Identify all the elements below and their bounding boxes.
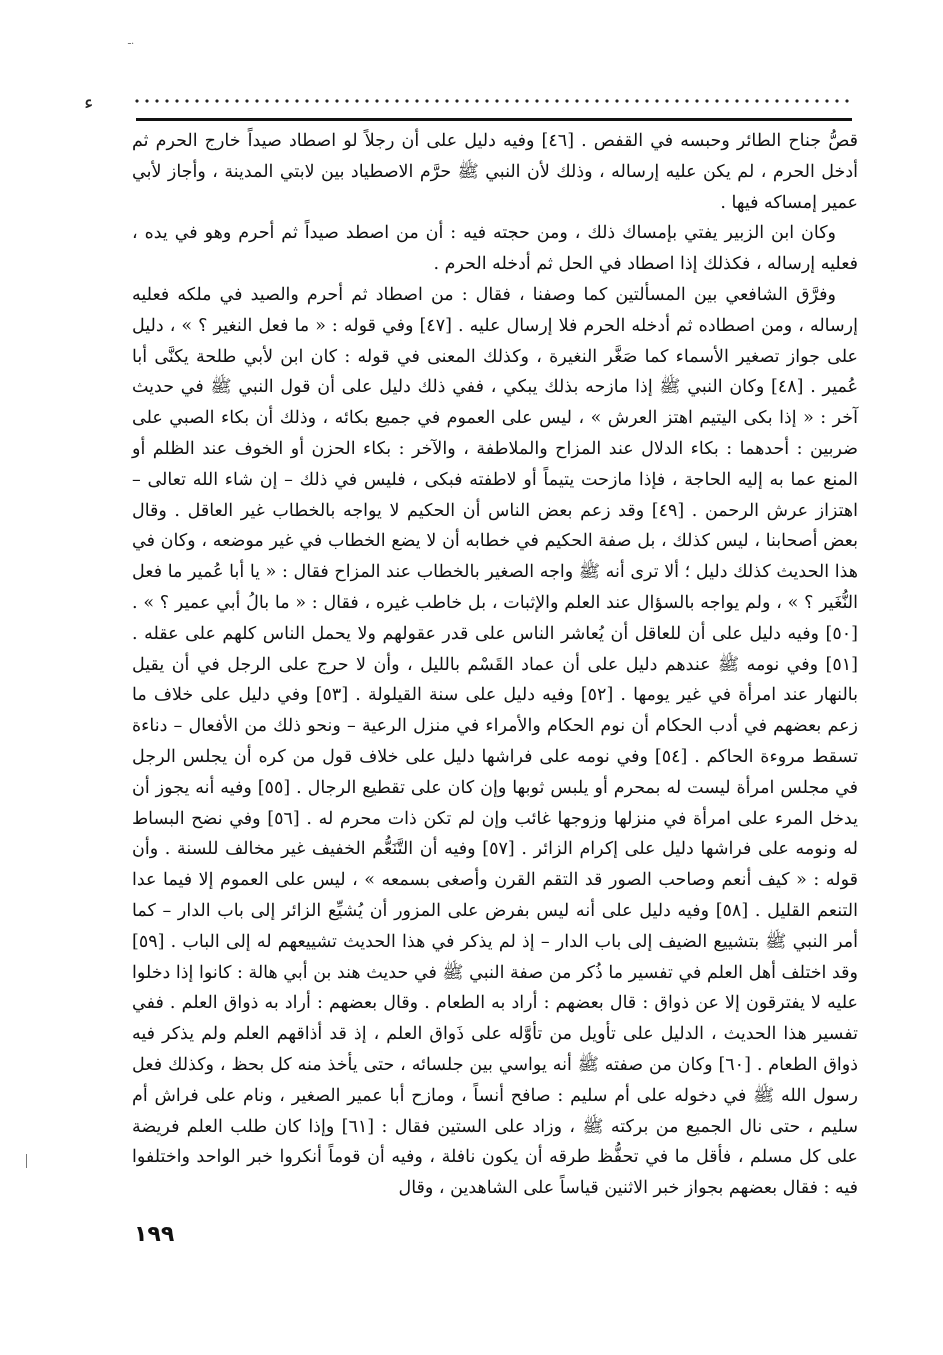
- corner-mark: ـ.: [128, 36, 135, 47]
- margin-tick: [26, 1154, 27, 1168]
- paragraph-3: وفرَّق الشافعي بين المسألتين كما وصفنا ، فقال : من اصطاد ثم أحرم والصيد في ملكه فعليه إرساله ، ومن اصطاده ثم أدخله الحرم فلا إرسال عليه . [٤٧] وفي قوله : « ما فعل النغير ؟ » ، دليل على جواز تصغير الأسماء كما صَغَّر النغيرة ، وكذلك المعنى في قوله : كان ابن لأبي طلحة يكنَّى أبا عُمير . [٤٨] وكان النبي ﷺ إذا مازحه بذلك يبكي ، ففي ذلك دليل على أن قول النبي ﷺ في حديث آخر : « إذا بكى اليتيم اهتز العرش » ، ليس على العموم في جميع بكائه ، وذلك أن بكاء الصبي على ضربين : أحدهما : بكاء الدلال عند المزاح والملاطفة ، والآخر : بكاء الحزن أو الخوف عند الظلم أو المنع عما به إليه الحاجة ، فإذا مازحت يتيماً أو لاطفته فبكى ، فليس في ذلك – إن شاء الله تعالى – اهتزاز عرش الرحمن . [٤٩] وقد زعم بعض الناس أن الحكيم لا يواجه بالخطاب غير العاقل . وقال بعض أصحابنا ، ليس كذلك ، بل صفة الحكيم في خطابه أن لا يضع الخطاب في غير موضعه ، وكان في هذا الحديث كذلك دليل ؛ ألا ترى أنه ﷺ واجه الصغير بالخطاب عند المزاح فقال : « يا أبا عُمير ما فعل النُّغَير ؟ » ، ولم يواجه بالسؤال عند العلم والإثبات ، بل خاطب غيره ، فقال : « ما بالُ أبي عمير ؟ » . [٥٠] وفيه دليل على أن للعاقل أن يُعاشر الناس على قدر عقولهم ولا يحمل الناس كلهم على عقله . [٥١] وفي نومه ﷺ عندهم دليل على أن عماد القَسْم بالليل ، وأن لا حرج على الرجل في أن يقيل بالنهار عند امرأة في غير يومها . [٥٢] وفيه دليل على سنة القيلولة . [٥٣] وفي دليل على خلاف ما زعم بعضهم في أدب الحكام أن نوم الحكام والأمراء في منزل الرعية – ونحو ذلك من الأفعال – دناءة تسقط مروءة الحاكم . [٥٤] وفي نومه على فراشها دليل على خلاف قول من كره أن يجلس الرجل في مجلس امرأة ليست له بمحرم أو يلبس ثوبها وإن كان على تقطيع الرجال . [٥٥] وفيه أنه يجوز أن يدخل المرء على امرأة في منزلها وزوجها غائب وإن لم تكن ذات محرم له . [٥٦] وفي نضح البساط له ونومه على فراشها دليل على إكرام الزائر . [٥٧] وفيه أن التَّنَعُّم الخفيف غير مخالف للسنة . وأن قوله : « كيف أنعم وصاحب الصور قد التقم القرن وأصغى بسمعه » ، ليس على العموم إلا فيما عدا التنعم القليل . [٥٨] وفيه دليل على أنه ليس بفرض على المزور أن يُشيِّع الزائر إلى باب الدار – كما أمر النبي ﷺ بتشييع الضيف إلى باب الدار – إذ لم يذكر في هذا الحديث تشييعهم له إلى الباب . [٥٩] وقد اختلف أهل العلم في تفسير ما ذُكر من صفة النبي ﷺ في حديث هند بن أبي هالة : كانوا إذا دخلوا عليه لا يفترقون إلا عن ذواق : قال بعضهم : أراد به الطعام . وقال بعضهم : أراد به ذواق العلم . ففي تفسير هذا الحديث ، الدليل على تأويل من تأوَّله على ذَواق العلم ، إذ قد أذاقهم العلم ولم يذكر فيه ذواق الطعام . [٦٠] وكان من صفته ﷺ أنه يواسي بين جلسائه ، حتى يأخذ منه كل بحظ ، وكذلك فعل رسول الله ﷺ في دخوله على أم سليم : صافح أنساً ، ومازح أبا عمير الصغير ، ونام على فراش أم سليم ، حتى نال الجميع من بركته ﷺ ، وزاد على الستين فقال : [٦١] وإذا كان طلب العلم فريضة على كل مسلم ، فأقل ما في تحفُّظ طرقه أن يكون نافلة ، وفيه أن قوماً أنكروا خبر الواحد واختلفوا فيه : فقال بعضهم بجواز خبر الاثنين قياساً على الشاهدين ، وقال: [132, 284, 859, 1199]
- body-text: [132, 126, 858, 1211]
- header-mark: ء: [84, 90, 94, 114]
- header-rule: [136, 118, 852, 121]
- paragraph-1: قصُّ جناح الطائر وحبسه في القفص . [٤٦] وفيه دليل على أن رجلاً لو اصطاد صيداً خارج الحرم ثم أدخل الحرم ، لم يكن عليه إرساله ، وذلك لأن النبي ﷺ حرَّم الاصطياد بين لابتي المدينة ، وأجاز لأبي عمير إمساكه فيها .: [132, 131, 859, 213]
- page-number: ١٩٩: [134, 1222, 175, 1247]
- dotted-header-rule: [132, 98, 850, 104]
- paragraph-2: وكان ابن الزبير يفتي بإمساك ذلك ، ومن حجته فيه : أن من اصطد صيداً ثم أحرم وهو في يده ، فعليه إرساله ، فكذلك إذا اصطاد في الحل ثم أدخله الحرم .: [132, 223, 858, 275]
